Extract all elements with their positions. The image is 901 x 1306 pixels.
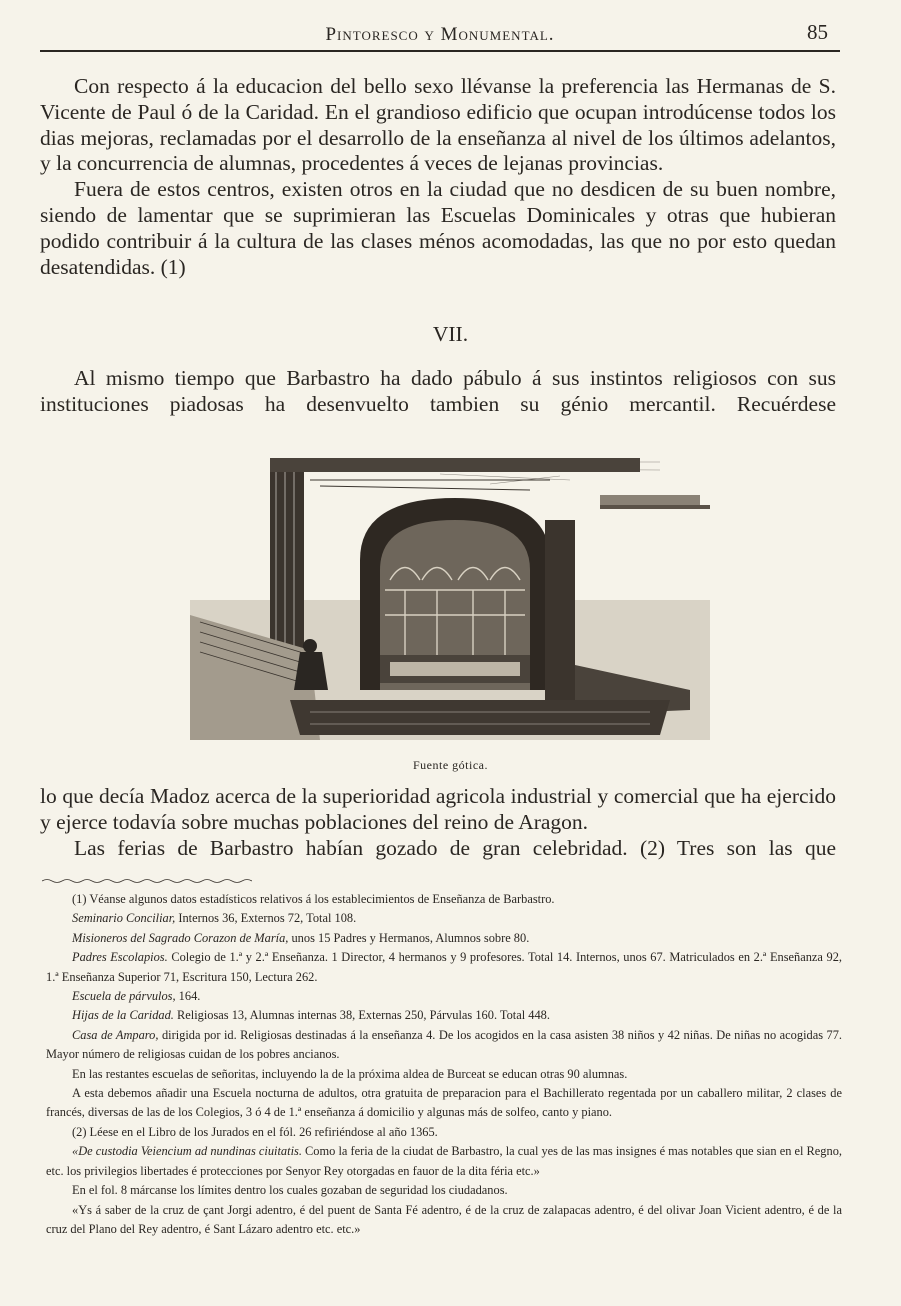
footnote-text: Internos 36, Externos 72, Total 108. — [175, 911, 357, 926]
footnote-label: «De custodia Veiencium ad nundinas ciuitatis. — [72, 1144, 302, 1159]
footnote-text: Religiosas 13, Alumnas internas 38, Externas 250, Párvulas 160. Total 448. — [173, 1008, 550, 1023]
lower-text-block — [40, 784, 836, 861]
gothic-fountain-engraving — [190, 450, 710, 750]
footnote-limites: En el fol. 8 márcanse los límites dentro los cuales gozaban de seguridad los ciudadanos. — [72, 1183, 508, 1198]
section-heading: VII. — [432, 322, 469, 346]
footnote-escuelas-senoritas: En las restantes escuelas de señoritas, incluyendo la de la próxima aldea de Burceat se educan otras 90 alumnas. — [72, 1066, 628, 1081]
paragraph-education: Con respecto á la educacion del bello sexo llévanse la preferencia las Hermanas de S. Vicente de Paul ó de la Caridad. En el grandioso edificio que ocupan introdúcense todos los dias mejoras, reclamadas por el desarrollo de la enseñanza al nivel de los últimos adelantos, y la concurrencia de alumnas, procedentes á veces de lejanas provincias. — [40, 74, 836, 176]
footnote-parvulos — [46, 987, 842, 1006]
footnote-escuela-nocturna: A esta debemos añadir una Escuela nocturna de adultos, otra gratuita de preparacion para el Bachillerato regentada por un caballero militar, 2 clases de francés, diversas de las de los Colegios, 3 ó 4 de 1.ª enseñanza á domicilio y algunas más de solfeo, canto y piano. — [46, 1086, 842, 1120]
page-number: 85 — [807, 20, 828, 44]
header-rule — [40, 50, 840, 52]
paragraph-other-centers: Fuera de estos centros, existen otros en la ciudad que no desdicen de su buen nombre, siendo de lamentar que se suprimieran las Escuelas Dominicales y otras que hubieran podido contribuir á la cultura de las clases ménos acomodadas, las que no por esto quedan desatendidas. (1) — [40, 177, 836, 279]
page-header — [40, 18, 840, 52]
paragraph-fairs: Las ferias de Barbastro habían gozado de gran celebridad. (2) Tres son las que — [74, 835, 836, 860]
footnote-label: Hijas de la Caridad. — [72, 1008, 174, 1023]
paragraph-commerce: Al mismo tiempo que Barbastro ha dado pábulo á sus instintos religiosos con sus instituciones piadosas ha desenvuelto tambien su génio mercantil. Recuérdese — [40, 366, 836, 416]
footnote-label: Padres Escolapios. — [72, 950, 168, 965]
footnote-hijas-caridad — [46, 1006, 842, 1025]
footnote-cruz: «Ys á saber de la cruz de çant Jorgi adentro, é del puent de Santa Fé adentro, é de la cruz de zalapacas adentro, é del olivar Joan Vicient adentro, é de la cruz del Plano del Rey adentro, é Sant Lázaro adentro etc. etc.» — [46, 1202, 842, 1236]
paragraph-madoz: lo que decía Madoz acerca de la superioridad agricola industrial y comercial que ha ejercido y ejerce todavía sobre muchas poblaciones del reino de Aragon. — [40, 784, 836, 834]
footnote-1-intro: (1) Véanse algunos datos estadísticos relativos á los establecimientos de Enseñanza de Barbastro. — [72, 892, 555, 906]
footnote-separator — [42, 878, 252, 884]
footnote-label: Misioneros del Sagrado Corazon de María, — [72, 930, 289, 945]
footnote-2-intro: (2) Léese en el Libro de los Jurados en el fól. 26 refiriéndose al año 1365. — [72, 1124, 438, 1139]
footnote-text: Como la feria de la ciudat de Barbastro, la cual yes de las mas insignes é mas notables que sian en el Regno, etc. los privilegios libertades é protecciones por Senyor Rey otorgadas en fauor de la dita féria etc.» — [46, 1144, 842, 1178]
footnote-casa-amparo — [46, 1026, 842, 1065]
footnote-text: Colegio de 1.ª y 2.ª Enseñanza. 1 Director, 4 hermanos y 9 profesores. Total 14. Internos, unos 67. Matriculados en 2.ª Enseñanza 92, 1.ª Enseñanza Superior 71, Escritura 150, Lectura 262. — [46, 950, 842, 984]
footnote-label: Seminario Conciliar, — [72, 911, 176, 926]
footnote-escolapios — [46, 948, 842, 987]
footnote-seminario — [46, 909, 842, 928]
footnote-label: Casa de Amparo, — [72, 1027, 159, 1042]
footnote-label: Escuela de párvulos, — [72, 989, 176, 1004]
footnotes — [46, 890, 842, 1239]
figure-caption: Fuente gótica. — [413, 758, 488, 772]
footnote-custodia — [46, 1142, 842, 1181]
footnote-text: dirigida por id. Religiosas destinadas á la enseñanza 4. De los acogidos en la casa asisten 38 niños y 42 niñas. De niñas no acogidas 77. Mayor número de religiosas cuidan de los pobres ancianos. — [46, 1027, 842, 1062]
footnote-misioneros — [46, 929, 842, 948]
mid-text-block — [40, 366, 836, 418]
footnote-text: unos 15 Padres y Hermanos, Alumnos sobre 80. — [288, 930, 530, 945]
footnote-text: 164. — [175, 989, 201, 1004]
upper-text-block — [40, 74, 836, 280]
running-title: Pintoresco y Monumental. — [325, 24, 555, 45]
